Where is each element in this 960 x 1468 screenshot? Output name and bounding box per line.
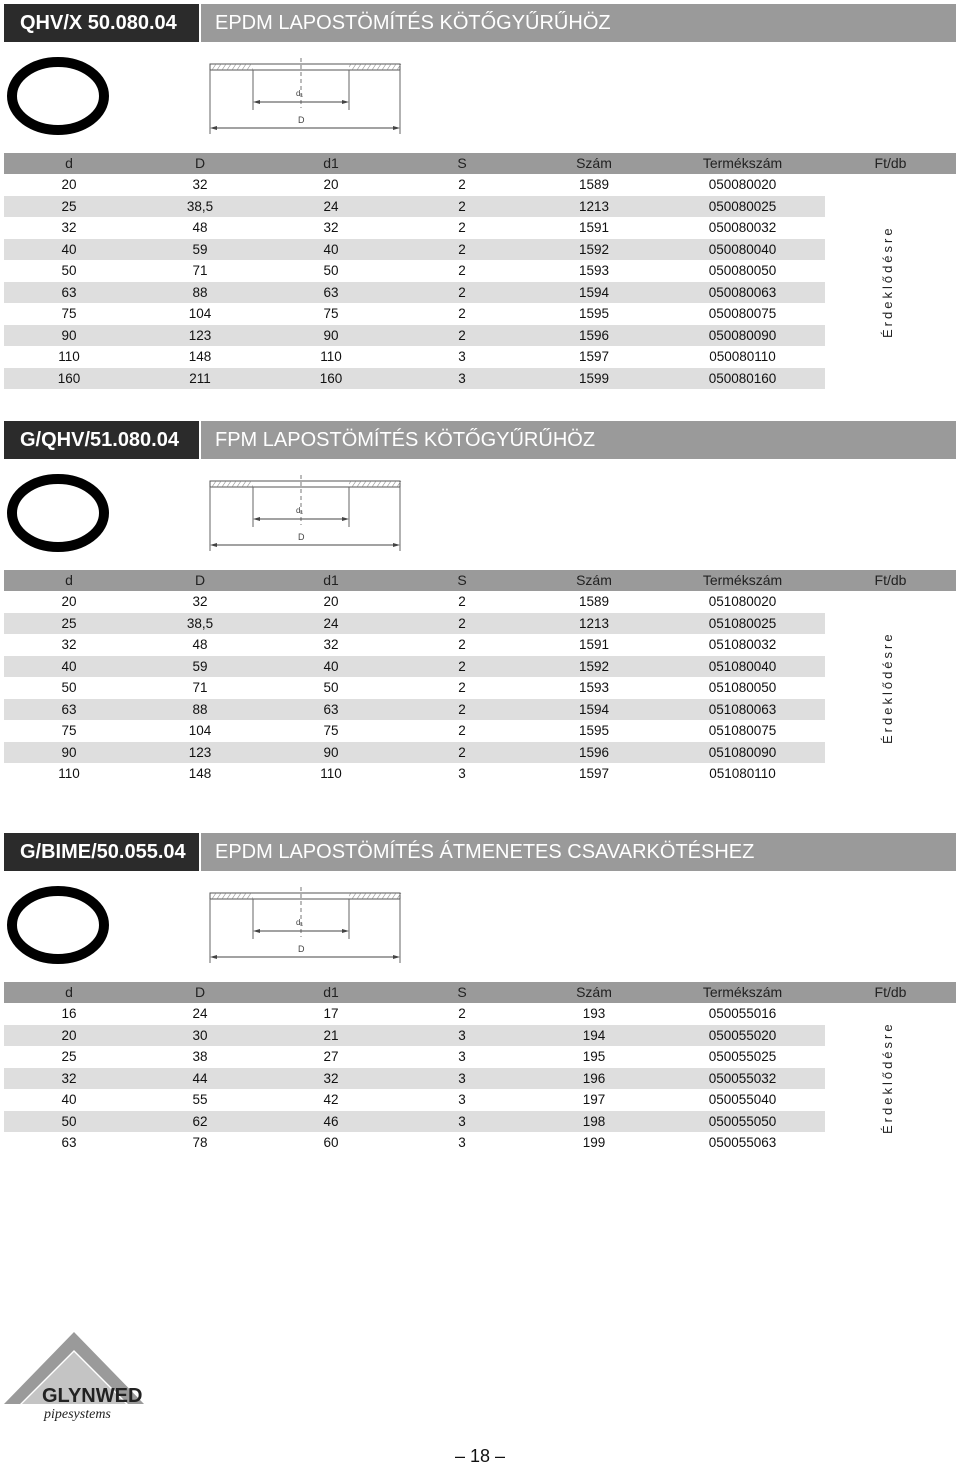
table-cell: 051080050 — [708, 680, 777, 695]
svg-text:d₁: d₁ — [296, 506, 304, 515]
table-cell: 24 — [323, 198, 339, 214]
table-cell: 63 — [323, 284, 339, 300]
svg-text:d₁: d₁ — [296, 918, 304, 927]
table-cell: 25 — [61, 198, 77, 214]
table-cell: 197 — [582, 1092, 606, 1107]
table-cell: 55 — [192, 1092, 208, 1107]
table-cell: 20 — [61, 177, 77, 192]
table-cell: 051080110 — [709, 766, 776, 781]
table-cell: 198 — [582, 1113, 606, 1129]
table-cell: 75 — [323, 723, 339, 738]
price-on-request-note: Érdeklődésre — [880, 225, 895, 338]
table-cell: 1589 — [578, 177, 610, 192]
table-cell: 199 — [582, 1135, 606, 1150]
table-row — [4, 346, 956, 368]
table-cell: 051080025 — [708, 615, 777, 631]
table-cell: 40 — [61, 241, 77, 257]
table-cell: 1589 — [578, 594, 610, 609]
table-cell: 3 — [458, 1027, 466, 1043]
table-cell: 050080050 — [708, 263, 777, 278]
table-cell: 44 — [192, 1070, 208, 1086]
column-header: d — [65, 572, 73, 588]
table-cell: 32 — [61, 637, 77, 652]
column-header: Szám — [576, 984, 612, 1000]
table-cell: 38,5 — [186, 615, 214, 631]
table-cell: 050055032 — [708, 1070, 777, 1086]
spec-table — [4, 153, 956, 389]
table-header — [4, 570, 956, 591]
table-row — [4, 239, 956, 261]
seal-ring-image — [6, 473, 110, 553]
table-row — [4, 217, 956, 239]
table-row — [4, 260, 956, 282]
glynwed-logo — [2, 1326, 147, 1426]
table-cell: 32 — [323, 220, 339, 235]
table-cell: 50 — [61, 263, 77, 278]
column-header: d1 — [323, 984, 339, 1000]
table-cell: 050080032 — [708, 220, 777, 235]
table-cell: 148 — [188, 349, 212, 364]
table-cell: 50 — [323, 263, 339, 278]
table-cell: 050055025 — [708, 1049, 777, 1064]
table-cell: 3 — [458, 1070, 466, 1086]
table-cell: 38,5 — [186, 198, 214, 214]
seal-ring-image — [6, 885, 110, 965]
table-cell: 195 — [582, 1049, 606, 1064]
table-cell: 40 — [323, 241, 339, 257]
table-cell: 63 — [61, 701, 77, 717]
table-cell: 050080040 — [708, 241, 777, 257]
table-cell: 110 — [58, 349, 80, 364]
column-header: Termékszám — [702, 155, 783, 171]
table-cell: 24 — [323, 615, 339, 631]
table-cell: 2 — [458, 701, 466, 717]
table-row — [4, 1089, 956, 1111]
table-row — [4, 763, 956, 785]
table-cell: 193 — [582, 1006, 606, 1021]
table-cell: 050080090 — [708, 327, 777, 343]
table-cell: 21 — [323, 1027, 339, 1043]
column-header: d — [65, 155, 73, 171]
section-header — [4, 833, 956, 871]
table-cell: 1594 — [578, 701, 610, 717]
table-cell: 194 — [582, 1027, 606, 1043]
table-cell: 2 — [458, 615, 466, 631]
table-cell: 1596 — [578, 744, 610, 760]
table-cell: 16 — [61, 1006, 77, 1021]
column-header: S — [457, 572, 467, 588]
table-cell: 1597 — [578, 349, 610, 364]
table-row — [4, 368, 956, 390]
table-cell: 17 — [323, 1006, 339, 1021]
section-header — [4, 4, 956, 42]
table-cell: 3 — [458, 1049, 466, 1064]
svg-text:pipesystems: pipesystems — [44, 1407, 111, 1422]
price-on-request-note: Érdeklődésre — [880, 1021, 895, 1135]
product-code: QHV/X 50.080.04 — [4, 4, 199, 42]
technical-drawing — [205, 475, 405, 555]
table-cell: 59 — [192, 658, 208, 674]
table-cell: 2 — [458, 241, 466, 257]
column-header: D — [194, 572, 206, 588]
table-cell: 2 — [458, 680, 466, 695]
table-cell: 050080160 — [708, 370, 777, 386]
table-cell: 2 — [458, 177, 466, 192]
column-header: S — [457, 984, 467, 1000]
table-cell: 63 — [323, 701, 339, 717]
table-cell: 1593 — [578, 263, 610, 278]
column-header: d1 — [323, 572, 339, 588]
table-cell: 104 — [188, 723, 212, 738]
table-cell: 2 — [458, 658, 466, 674]
table-row — [4, 591, 956, 613]
table-cell: 20 — [61, 1027, 77, 1043]
page-number: – 18 – — [454, 1446, 506, 1466]
table-row — [4, 1003, 956, 1025]
table-cell: 32 — [61, 1070, 77, 1086]
table-cell: 48 — [192, 637, 208, 652]
section-title: EPDM LAPOSTÖMÍTÉS ÁTMENETES CSAVARKÖTÉSHEZ — [201, 833, 956, 871]
table-cell: 2 — [458, 284, 466, 300]
table-cell: 90 — [323, 327, 339, 343]
column-header: Szám — [576, 572, 612, 588]
table-cell: 90 — [323, 744, 339, 760]
table-cell: 211 — [189, 370, 211, 386]
table-cell: 051080063 — [708, 701, 777, 717]
svg-text:D: D — [298, 532, 305, 542]
table-cell: 71 — [192, 680, 208, 695]
table-cell: 110 — [58, 766, 80, 781]
table-cell: 63 — [61, 1135, 77, 1150]
table-cell: 32 — [61, 220, 77, 235]
table-cell: 2 — [458, 594, 466, 609]
column-header: Ft/db — [874, 155, 907, 171]
table-cell: 1592 — [578, 241, 610, 257]
product-code: G/QHV/51.080.04 — [4, 421, 199, 459]
table-cell: 050055063 — [708, 1135, 777, 1150]
table-cell: 40 — [61, 658, 77, 674]
column-header: Termékszám — [702, 984, 783, 1000]
table-cell: 42 — [323, 1092, 339, 1107]
table-row — [4, 303, 956, 325]
spec-table — [4, 570, 956, 785]
table-cell: 123 — [188, 744, 212, 760]
table-row — [4, 174, 956, 196]
table-cell: 2 — [458, 744, 466, 760]
table-cell: 3 — [458, 370, 466, 386]
table-cell: 051080075 — [708, 723, 777, 738]
table-cell: 27 — [323, 1049, 339, 1064]
table-cell: 20 — [61, 594, 77, 609]
table-cell: 3 — [458, 1113, 466, 1129]
table-cell: 1599 — [578, 370, 610, 386]
table-cell: 1596 — [578, 327, 610, 343]
svg-text:D: D — [298, 115, 305, 125]
column-header: Ft/db — [874, 572, 907, 588]
table-cell: 32 — [323, 1070, 339, 1086]
column-header: d — [65, 984, 73, 1000]
table-cell: 71 — [192, 263, 208, 278]
table-row — [4, 699, 956, 721]
table-cell: 32 — [323, 637, 339, 652]
table-cell: 46 — [323, 1113, 339, 1129]
table-cell: 110 — [320, 349, 342, 364]
table-cell: 051080090 — [708, 744, 777, 760]
table-cell: 32 — [192, 177, 208, 192]
table-cell: 3 — [458, 1092, 466, 1107]
product-code: G/BIME/50.055.04 — [4, 833, 199, 871]
table-cell: 75 — [61, 306, 77, 321]
table-cell: 20 — [323, 594, 339, 609]
table-cell: 1597 — [578, 766, 610, 781]
table-cell: 40 — [323, 658, 339, 674]
table-cell: 050055016 — [708, 1006, 777, 1021]
table-cell: 88 — [192, 284, 208, 300]
table-cell: 25 — [61, 615, 77, 631]
spec-table — [4, 982, 956, 1154]
table-cell: 1213 — [578, 615, 610, 631]
table-cell: 1591 — [578, 220, 610, 235]
table-cell: 1592 — [578, 658, 610, 674]
table-cell: 148 — [188, 766, 212, 781]
table-cell: 2 — [458, 220, 466, 235]
table-cell: 050055040 — [708, 1092, 777, 1107]
table-cell: 050080025 — [708, 198, 777, 214]
table-cell: 104 — [188, 306, 212, 321]
table-cell: 59 — [192, 241, 208, 257]
table-row — [4, 677, 956, 699]
svg-text:D: D — [298, 944, 305, 954]
table-row — [4, 1132, 956, 1154]
table-header — [4, 982, 956, 1003]
table-cell: 051080040 — [708, 658, 777, 674]
table-cell: 050055050 — [708, 1113, 777, 1129]
table-cell: 32 — [192, 594, 208, 609]
table-cell: 2 — [458, 723, 466, 738]
table-row — [4, 1025, 956, 1047]
column-header: Termékszám — [702, 572, 783, 588]
table-row — [4, 282, 956, 304]
table-cell: 50 — [61, 1113, 77, 1129]
svg-text:d₁: d₁ — [296, 89, 304, 98]
column-header: S — [457, 155, 467, 171]
table-cell: 110 — [320, 766, 342, 781]
column-header: d1 — [323, 155, 339, 171]
table-cell: 40 — [61, 1092, 77, 1107]
table-cell: 050080063 — [708, 284, 777, 300]
table-cell: 50 — [323, 680, 339, 695]
table-cell: 20 — [323, 177, 339, 192]
section-title: FPM LAPOSTÖMÍTÉS KÖTŐGYŰRŰHÖZ — [201, 421, 956, 459]
table-cell: 1595 — [578, 723, 610, 738]
table-cell: 2 — [458, 198, 466, 214]
table-cell: 2 — [458, 637, 466, 652]
table-row — [4, 1046, 956, 1068]
table-cell: 60 — [323, 1135, 339, 1150]
table-cell: 123 — [188, 327, 212, 343]
column-header: Szám — [576, 155, 612, 171]
table-row — [4, 1111, 956, 1133]
table-cell: 051080020 — [708, 594, 777, 609]
table-row — [4, 196, 956, 218]
table-cell: 24 — [192, 1006, 208, 1021]
seal-ring-image — [6, 56, 110, 136]
table-cell: 2 — [458, 306, 466, 321]
table-row — [4, 613, 956, 635]
table-cell: 160 — [319, 370, 343, 386]
table-cell: 25 — [61, 1049, 77, 1064]
section-title: EPDM LAPOSTÖMÍTÉS KÖTŐGYŰRŰHÖZ — [201, 4, 956, 42]
table-cell: 160 — [57, 370, 81, 386]
table-cell: 2 — [458, 263, 466, 278]
table-cell: 75 — [61, 723, 77, 738]
table-cell: 1591 — [578, 637, 610, 652]
table-cell: 62 — [192, 1113, 208, 1129]
table-cell: 90 — [61, 327, 77, 343]
table-cell: 3 — [458, 1135, 466, 1150]
table-header — [4, 153, 956, 174]
price-on-request-note: Érdeklődésre — [880, 631, 895, 745]
table-cell: 1593 — [578, 680, 610, 695]
table-cell: 2 — [458, 1006, 466, 1021]
svg-text:GLYNWED: GLYNWED — [42, 1385, 143, 1407]
table-cell: 196 — [582, 1070, 606, 1086]
table-row — [4, 1068, 956, 1090]
technical-drawing — [205, 58, 405, 138]
table-cell: 75 — [323, 306, 339, 321]
table-cell: 3 — [458, 766, 466, 781]
table-cell: 1213 — [578, 198, 610, 214]
table-cell: 88 — [192, 701, 208, 717]
table-cell: 050055020 — [708, 1027, 777, 1043]
column-header: Ft/db — [874, 984, 907, 1000]
table-cell: 1595 — [578, 306, 610, 321]
table-cell: 50 — [61, 680, 77, 695]
table-cell: 30 — [192, 1027, 208, 1043]
table-row — [4, 325, 956, 347]
table-cell: 63 — [61, 284, 77, 300]
table-cell: 78 — [192, 1135, 208, 1150]
column-header: D — [194, 984, 206, 1000]
table-row — [4, 634, 956, 656]
table-cell: 050080110 — [709, 349, 776, 364]
table-cell: 050080075 — [708, 306, 777, 321]
section-header — [4, 421, 956, 459]
table-cell: 3 — [458, 349, 466, 364]
table-cell: 38 — [192, 1049, 208, 1064]
table-cell: 1594 — [578, 284, 610, 300]
technical-drawing — [205, 887, 405, 967]
table-cell: 050080020 — [708, 177, 777, 192]
column-header: D — [194, 155, 206, 171]
table-cell: 48 — [192, 220, 208, 235]
table-row — [4, 742, 956, 764]
table-cell: 2 — [458, 327, 466, 343]
table-cell: 051080032 — [708, 637, 777, 652]
table-row — [4, 720, 956, 742]
table-cell: 90 — [61, 744, 77, 760]
table-row — [4, 656, 956, 678]
